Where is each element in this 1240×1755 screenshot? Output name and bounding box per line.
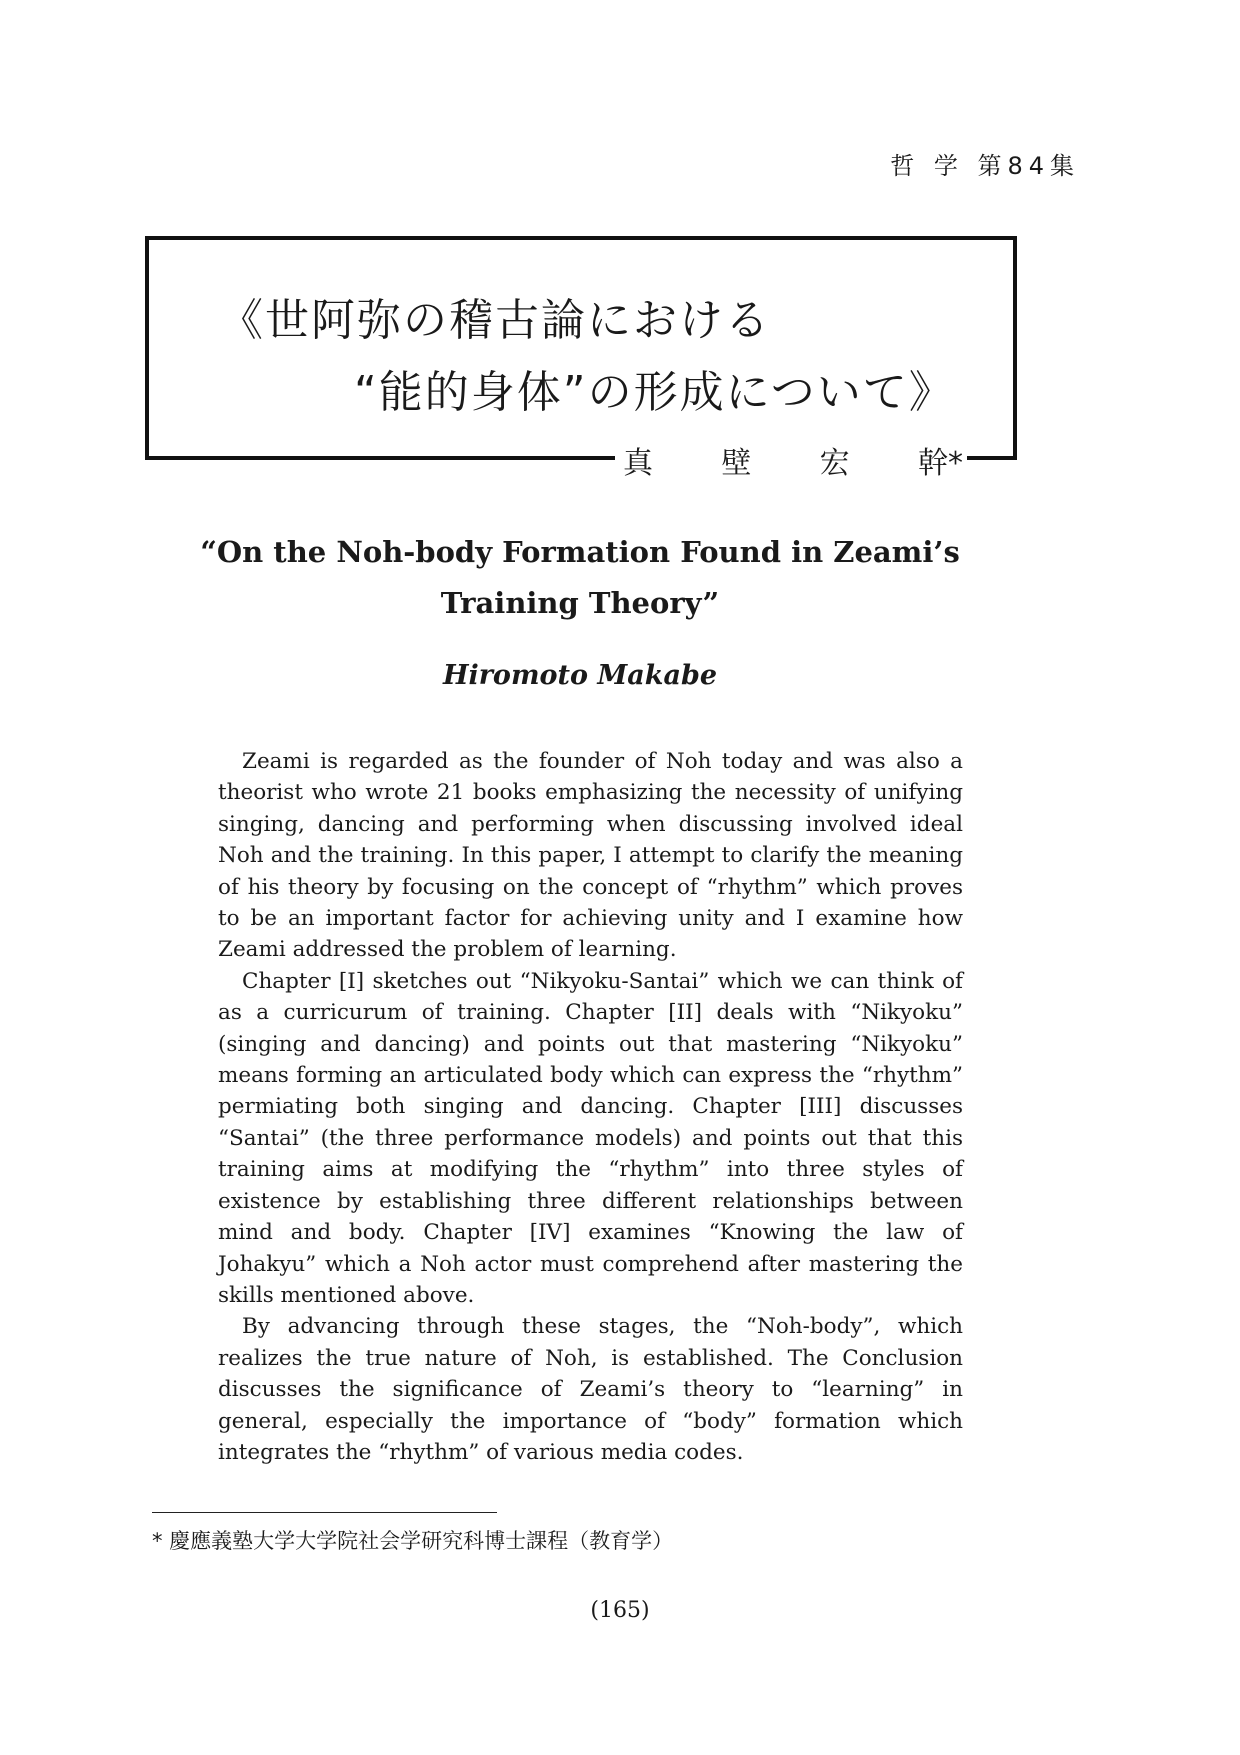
journal-header: 哲 学 第84集 [890,152,1080,180]
footnote-divider [152,1512,497,1513]
english-title-line-1: “On the Noh-body Formation Found in Zeami’s [200,535,960,569]
author-char: 壁 [721,446,752,481]
english-title-line-2: Training Theory” [440,586,720,620]
author-char: 真 [623,446,653,481]
page-number: (165) [590,1598,650,1623]
japanese-author-row [145,438,1017,481]
author-rule-right [967,456,1017,460]
japanese-author-name [623,438,963,482]
abstract-paragraph: Zeami is regarded as the founder of Noh today and was also a theorist who wrote 21 books emphasizing the necessity of unifying singing, dancing and performing when discussing involved ideal Noh and the training. In this paper, I attempt to clarify the meaning of his theory by focusing on the concept of “rhythm” which proves to be an important factor for achieving unity and I examine how Zeami addressed the problem of learning. [218,749,963,963]
japanese-title-line-1: 《世阿弥の稽古論における [219,295,771,346]
author-char: 宏 [819,446,850,481]
abstract [218,746,963,1468]
footnote: * 慶應義塾大学大学院社会学研究科博士課程（教育学） [152,1529,674,1553]
author-rule-left [145,456,615,460]
author-char: 幹* [917,446,963,481]
japanese-title-line-2: “能的身体”の形成について》 [354,367,955,418]
abstract-paragraph: Chapter [I] sketches out “Nikyoku-Santai” which we can think of as a curricurum of training. Chapter [II] deals with “Nikyoku” (singing and dancing) and points out that mastering “Nikyoku” means forming an articulated body which can express the “rhythm” permiating both singing and dancing. Chapter [III] discusses “Santai” (the three performance models) and points out that this training aims at modifying the “rhythm” into three styles of existence by establishing three different relationships between mind and body. Chapter [IV] examines “Knowing the law of Johakyu” which a Noh actor must comprehend after mastering the skills mentioned above. [218,968,963,1308]
abstract-paragraph: By advancing through these stages, the “Noh-body”, which realizes the true nature of Noh, is established. The Conclusion discusses the significance of Zeami’s theory to “learning” in general, especially the importance of “body” formation which integrates the “rhythm” of various media codes. [218,1314,963,1465]
english-author: Hiromoto Makabe [442,660,718,691]
japanese-title-box [145,236,1017,457]
